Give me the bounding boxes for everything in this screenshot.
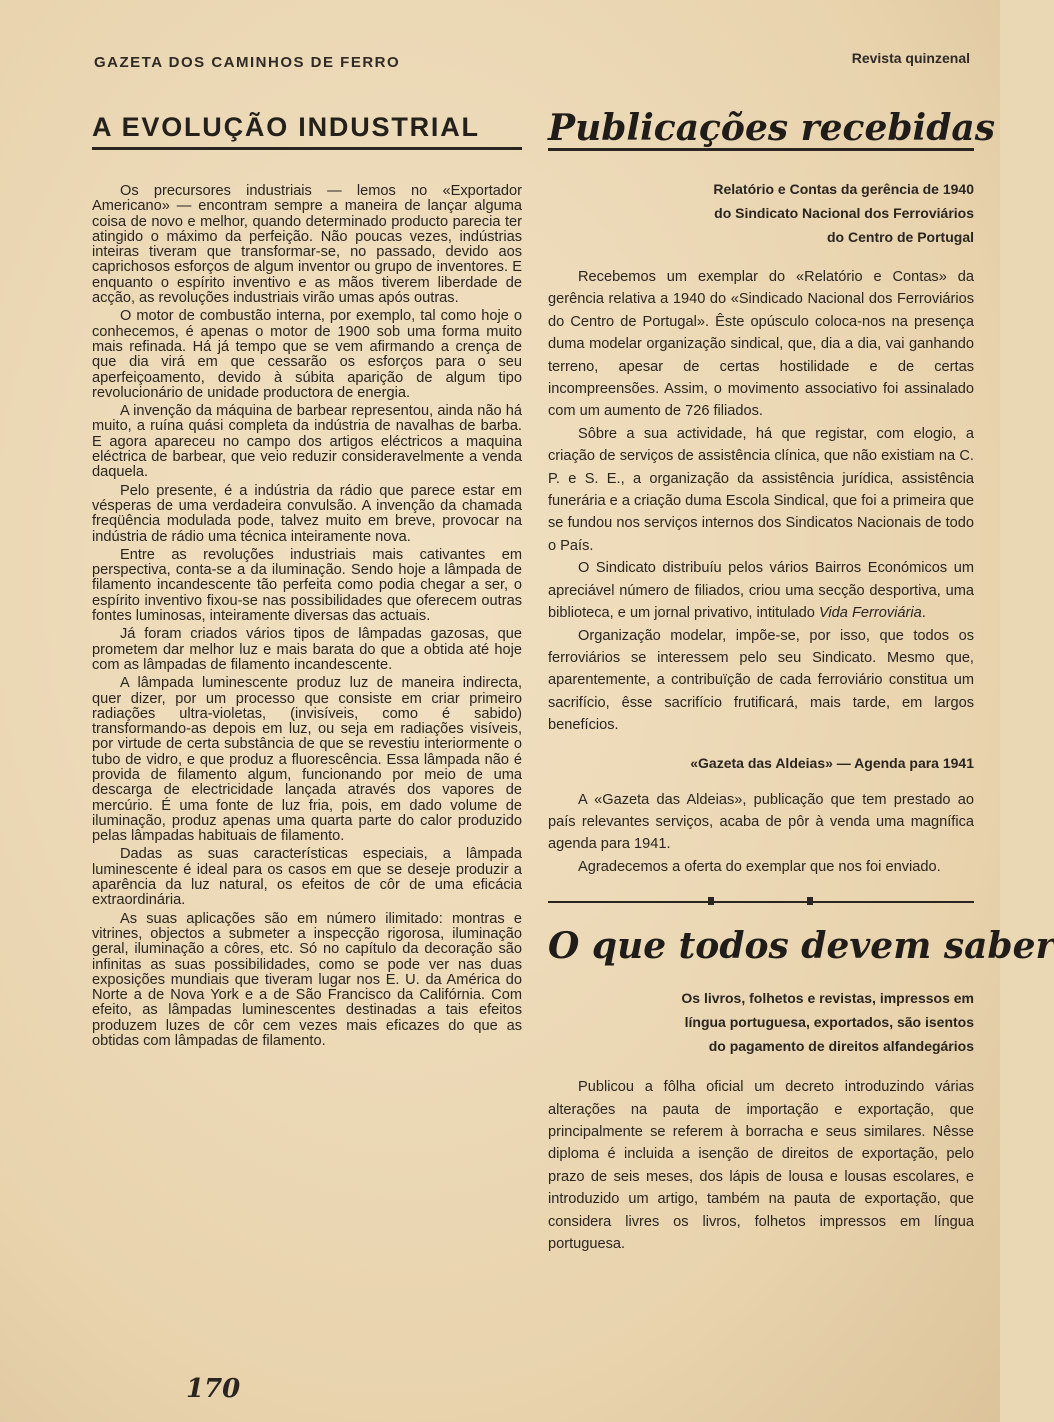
running-header-title: GAZETA DOS CAMINHOS DE FERRO xyxy=(94,54,401,71)
journal-title: Vida Ferroviária xyxy=(818,605,922,622)
subheading-line: Os livros, folhetos e revistas, impressos em xyxy=(681,990,974,1007)
article-title: A EVOLUÇÃO INDUSTRIAL xyxy=(92,112,522,150)
item-subheading: «Gazeta das Aldeias» — Agenda para 1941 xyxy=(690,754,974,771)
paragraph: Os precursores industriais — lemos no «Exportador Americano» — encontram sempre a maneira de lançar alguma coisa de novo e melhor, quando determinado producto parecia ter atingido o máximo da perfeição. Não poucas vezes, indústrias inteiras tiveram que transformar-se, no passado, devido aos caprichosos esforços de algum inventor ou grupo de inventores. E enquanto o espírito inventivo e as mãos tiverem liberdade de acção, as revoluções industriais virão umas após outras. xyxy=(92,183,522,307)
paragraph: Publicou a fôlha oficial um decreto introduzindo várias alterações na pauta de importação e exportação, que principalmente se referem à borracha e seus similares. Nêsse diploma é incluida a isenção de direitos de exportação, pelo prazo de seis meses, dos lápis de lousa e lousas escolares, e introduzido um artigo, também na pauta de exportação, que considera livres os livros, folhetos impressos em língua portuguesa. xyxy=(548,1079,974,1252)
text-run: . xyxy=(921,605,926,622)
text-run: O Sindicato distribuíu pelos vários Bairros Económicos um apreciável número de filiados, criou uma secção desportiva, uma biblioteca, e um jornal privativo, intitulado xyxy=(548,560,974,622)
item-body xyxy=(548,1076,974,1255)
article-body xyxy=(92,184,522,1049)
item-subheading xyxy=(548,177,974,249)
subheading-line: língua portuguesa, exportados, são isentos xyxy=(684,1014,974,1031)
paragraph: Recebemos um exemplar do «Relatório e Contas» da gerência relativa a 1940 do «Sindicado Nacional dos Ferroviários do Centro de Portugal». Êste opúsculo coloca-nos na presença duma modelar organização sindical, que, dia a dia, vai ganhando terreno, apesar de certas hostilidade e de certas incompreensões. Assim, o movimento associativo foi assinalado com um aumento de 726 filiados. xyxy=(548,269,974,420)
item-body xyxy=(548,789,974,879)
paragraph: Já foram criados vários tipos de lâmpadas gazosas, que prometem dar melhor luz e mais barata do que a obtida até hoje com as lâmpadas de filamento incandescente. xyxy=(92,626,522,673)
section-heading-saber: O que todos devem saber xyxy=(548,925,1054,968)
subheading-line: do Centro de Portugal xyxy=(827,229,974,245)
subheading-line: do Sindicato Nacional dos Ferroviários xyxy=(714,205,974,221)
paragraph: As suas aplicações são em número ilimitado: montras e vitrines, objectos a submeter a inspecção rigorosa, iluminação geral, iluminação a côres, etc. Só no capítulo da decoração são infinitas as suas possibilidades, como se pode ver nas duas exposições mundiais que tiveram lugar nos E. U. da América do Norte a de Nova York e a de São Francisco da Califórnia. Com efeito, as lâmpadas luminescentes destinadas a tais efeitos produzem luzes de côr cem vezes mais eficazes do que as obtidas com lâmpadas de filamento. xyxy=(92,910,522,1050)
paragraph: Organização modelar, impõe-se, por isso, que todos os ferroviários se interessem pelo seu Sindicato. Mesmo que, aparentemente, a contribuïção de cada ferroviário constitua um sacrifício, êsse sacrifício frutificará, mais tarde, em largos benefícios. xyxy=(548,627,974,734)
section-divider xyxy=(548,894,974,910)
paragraph: Entre as revoluções industriais mais cativantes em perspectiva, conta-se a da iluminação. Sendo hoje a lâmpada de filamento incandescente tão perfeita como podia chegar a ser, o espírito inventivo fixou-se nas possibilidades que oferecem outras fontes luminosas, inteiramente diversas das actuais. xyxy=(92,546,522,625)
paragraph: Sôbre a sua actividade, há que registar, com elogio, a criação de serviços de assistência clínica, que não existiam na C. P. e S. E., a organização da assistência jurídica, assistência funerária e a criação duma Escola Sindical, que foi a primeira que se fundou nos serviços internos dos Sindicatos Nacionais de todo o País. xyxy=(548,425,974,554)
paragraph: A invenção da máquina de barbear representou, ainda não há muito, a ruína quási completa da indústria de navalhas de barba. E agora apareceu no campo dos artigos eléctricos a maquina eléctrica de barbear, que veio reduzir consideravelmente a venda daquela. xyxy=(92,403,522,481)
paragraph: Dadas as suas características especiais, a lâmpada luminescente é ideal para os casos em que se deseje produzir a aparência da luz natural, os efeitos de côr de uma eficácia extraordinária. xyxy=(92,846,522,909)
right-column xyxy=(548,107,1054,1255)
paragraph: O motor de combustão interna, por exemplo, tal como hoje o conhecemos, é apenas o motor de 1900 sob uma forma muito mais refinada. Há já tempo que se vem afirmando a crença de que dia virá em que cessarão os esforços para o seu aperfeiçoamento, devido à súbita aparição de algum tipo revolucionário de unidade productora de energia. xyxy=(92,308,522,401)
item-subheading xyxy=(548,986,974,1058)
page-number: 170 xyxy=(186,1374,241,1404)
subheading-line: do pagamento de direitos alfandegários xyxy=(708,1038,974,1055)
section-heading-publicacoes: Publicações recebidas xyxy=(548,107,995,149)
item-body xyxy=(548,266,974,737)
paragraph: Pelo presente, é a indústria da rádio que parece estar em vésperas de uma verdadeira convulsão. A invenção da chamada freqüência modulada pode, talvez muito em breve, provocar na indústria de rádio uma técnica inteiramente nova. xyxy=(92,482,522,545)
paragraph: Agradecemos a oferta do exemplar que nos foi enviado. xyxy=(578,858,941,875)
paragraph xyxy=(548,557,974,624)
running-header-subtitle: Revista quinzenal xyxy=(851,50,970,66)
left-column xyxy=(92,112,522,1052)
paragraph: A lâmpada luminescente produz luz de maneira indirecta, quer dizer, por um processo que consiste em criar primeiro radiações ultra-violetas, (invisíveis, como é sabido) transformando-as depois em luz, ou seja em radiações visíveis, por virtude de certa substância de que se revestiu interiormente o tubo de vidro, e que produz a fluorescência. Essa lâmpada não é provida de filamento algum, funcionando por meio de uma descarga de electricidade lançada através dos vapores de mercúrio. É uma fonte de luz fria, pois, em dado volume de iluminação, produz apenas uma quarta parte do calor produzido pelas lâmpadas habituais de filamento. xyxy=(92,675,522,845)
subheading-line: Relatório e Contas da gerência de 1940 xyxy=(713,181,974,197)
paragraph: A «Gazeta das Aldeias», publicação que tem prestado ao país relevantes serviços, acaba de pôr à venda uma magnífica agenda para 1941. xyxy=(548,791,974,853)
